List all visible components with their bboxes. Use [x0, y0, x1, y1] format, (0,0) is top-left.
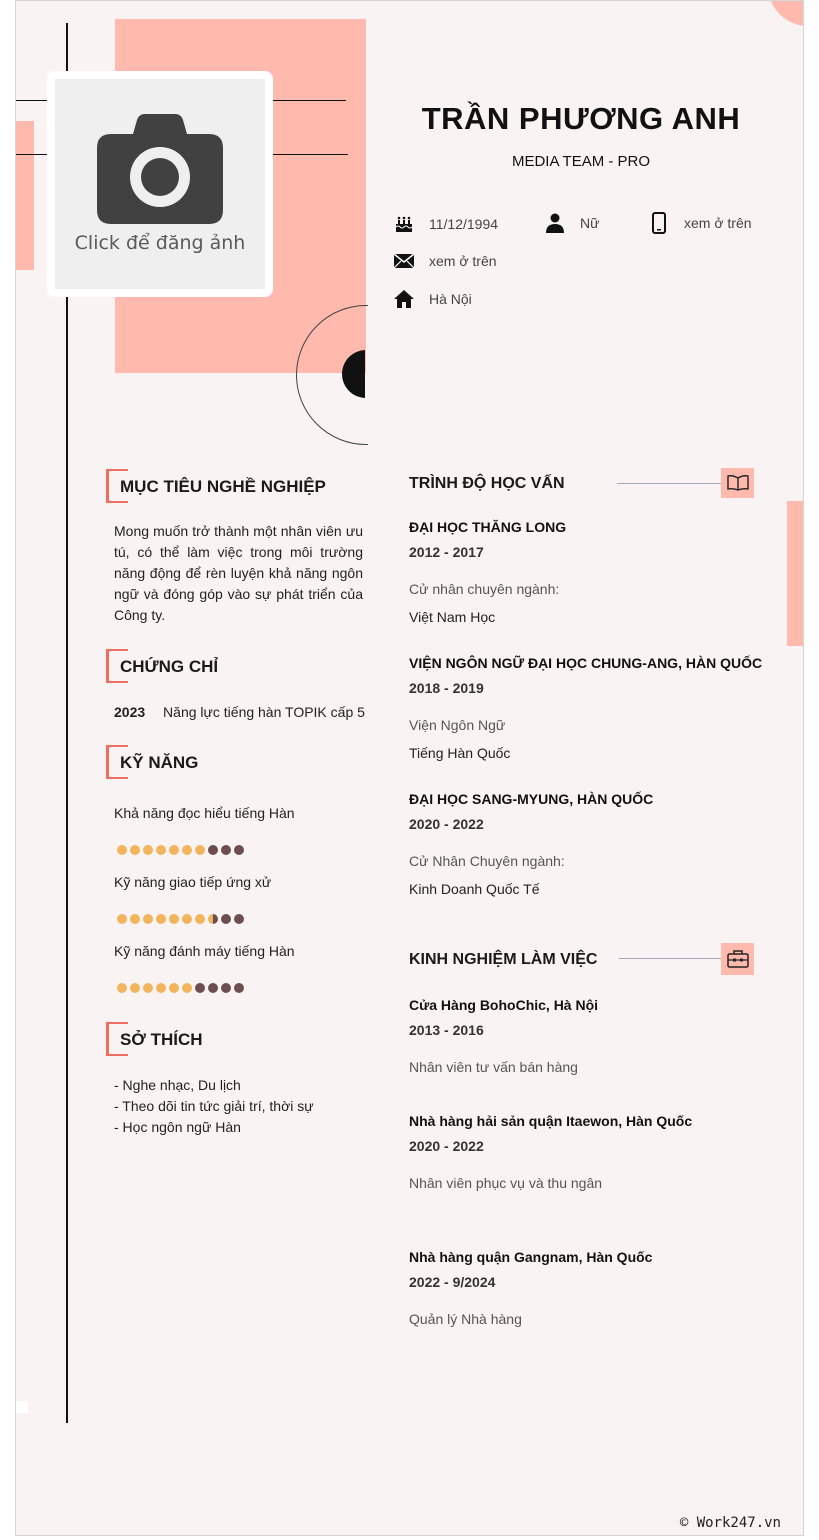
left-salmon-strip — [16, 121, 34, 270]
skill-dot — [208, 845, 218, 855]
skill-dot — [208, 914, 218, 924]
birthday-value: 11/12/1994 — [429, 216, 499, 232]
skill-dot — [143, 914, 153, 924]
skill-dot — [117, 983, 127, 993]
heading-bracket — [106, 1022, 128, 1056]
address-value: Hà Nội — [429, 291, 472, 307]
skill-dot — [143, 983, 153, 993]
skill-dot — [195, 983, 205, 993]
experience-years: 2020 - 2022 — [409, 1138, 484, 1154]
skill-dot — [169, 914, 179, 924]
certificates-heading-text: CHỨNG CHỈ — [120, 657, 219, 676]
skill-dot — [156, 845, 166, 855]
experience-years: 2022 - 9/2024 — [409, 1274, 496, 1290]
skill-dot — [130, 845, 140, 855]
envelope-icon — [393, 250, 415, 272]
skill-dot — [130, 983, 140, 993]
education-major: Tiếng Hàn Quốc — [409, 745, 511, 761]
education-heading: TRÌNH ĐỘ HỌC VẤN — [409, 475, 565, 492]
skill-dot — [182, 983, 192, 993]
experience-heading-line — [619, 958, 721, 959]
education-major: Kinh Doanh Quốc Tế — [409, 881, 540, 897]
education-school: ĐẠI HỌC SANG-MYUNG, HÀN QUỐC — [409, 791, 654, 807]
heading-bracket — [106, 649, 128, 683]
gender-value: Nữ — [580, 215, 600, 231]
skill-dot — [169, 983, 179, 993]
candidate-name: TRẦN PHƯƠNG ANH — [421, 101, 741, 136]
skill-dot — [221, 983, 231, 993]
skill-dot — [182, 845, 192, 855]
right-salmon-strip — [787, 501, 804, 646]
email-field — [393, 250, 497, 272]
education-years: 2020 - 2022 — [409, 816, 484, 832]
education-desc: Cử nhân chuyên ngành: — [409, 581, 560, 597]
circle-outline-decoration — [296, 305, 436, 445]
skill-rating — [117, 845, 247, 855]
experience-company: Cửa Hàng BohoChic, Hà Nội — [409, 997, 599, 1013]
certificates-heading — [108, 657, 218, 677]
birthday-field — [393, 213, 498, 235]
skill-rating — [117, 983, 247, 993]
hobby-item: - Học ngôn ngữ Hàn — [114, 1119, 241, 1135]
photo-upload-button[interactable] — [55, 79, 265, 289]
skill-dot — [234, 845, 244, 855]
person-icon — [544, 212, 566, 234]
objective-text: Mong muốn trở thành một nhân viên ưu tú, có thể làm việc trong môi trường năng động để rèn luyện khả năng ngôn ngữ và đóng góp vào sự phát triển của Công ty. — [114, 523, 363, 623]
skill-dot — [130, 914, 140, 924]
phone-icon — [648, 212, 670, 234]
experience-years: 2013 - 2016 — [409, 1022, 484, 1038]
book-icon — [721, 468, 754, 498]
experience-role: Nhân viên tư vấn bán hàng — [409, 1059, 578, 1075]
photo-frame — [47, 71, 273, 297]
experience-company: Nhà hàng quận Gangnam, Hàn Quốc — [409, 1249, 653, 1265]
heading-bracket — [106, 469, 128, 503]
certificate-item — [114, 704, 365, 720]
education-major: Việt Nam Học — [409, 609, 496, 625]
skill-dot — [182, 914, 192, 924]
experience-company: Nhà hàng hải sản quận Itaewon, Hàn Quốc — [409, 1113, 693, 1129]
address-field — [393, 288, 472, 310]
experience-heading: KINH NGHIỆM LÀM VIỆC — [409, 951, 598, 968]
education-school: ĐẠI HỌC THĂNG LONG — [409, 519, 567, 535]
certificate-year: 2023 — [114, 704, 146, 720]
top-right-circle — [768, 0, 804, 26]
skill-dot — [143, 845, 153, 855]
cv-page — [15, 0, 804, 1536]
education-desc: Cử Nhân Chuyên ngành: — [409, 853, 565, 869]
experience-role: Nhân viên phục vụ và thu ngân — [409, 1175, 603, 1191]
skill-dot — [117, 914, 127, 924]
skill-name: Kỹ năng giao tiếp ứng xử — [114, 874, 272, 890]
skills-heading — [108, 753, 198, 773]
education-heading-line — [617, 483, 721, 484]
skill-dot — [117, 845, 127, 855]
briefcase-icon — [721, 943, 754, 975]
education-school: VIỆN NGÔN NGỮ ĐẠI HỌC CHUNG-ANG, HÀN QUỐC — [409, 655, 763, 671]
skill-dot — [221, 914, 231, 924]
skills-heading-text: KỸ NĂNG — [120, 753, 199, 772]
skill-name: Kỹ năng đánh máy tiếng Hàn — [114, 943, 295, 959]
footer-brand: © Work247.vn — [679, 1515, 781, 1531]
skill-rating — [117, 914, 247, 924]
gender-field — [544, 212, 599, 234]
skill-dot — [156, 914, 166, 924]
photo-upload-label: Click để đăng ảnh — [74, 232, 246, 254]
camera-icon — [97, 114, 223, 224]
skill-dot — [221, 845, 231, 855]
experience-role: Quản lý Nhà hàng — [409, 1311, 522, 1327]
email-value: xem ở trên — [429, 253, 497, 269]
skill-dot — [156, 983, 166, 993]
skill-dot — [234, 914, 244, 924]
objective-heading — [108, 477, 326, 497]
candidate-position: MEDIA TEAM - PRO — [511, 153, 651, 170]
phone-field — [648, 212, 752, 234]
skill-dot — [234, 983, 244, 993]
bottom-left-white-mark — [16, 1401, 28, 1413]
home-icon — [393, 288, 415, 310]
skill-dot — [208, 983, 218, 993]
education-years: 2018 - 2019 — [409, 680, 484, 696]
certificate-name: Năng lực tiếng hàn TOPIK cấp 5 — [163, 704, 365, 720]
skill-dot — [169, 845, 179, 855]
hobby-item: - Nghe nhạc, Du lịch — [114, 1077, 241, 1093]
hobbies-heading — [108, 1030, 203, 1050]
hobby-item: - Theo dõi tin tức giải trí, thời sự — [114, 1098, 314, 1114]
education-desc: Viện Ngôn Ngữ — [409, 717, 506, 733]
hobbies-heading-text: SỞ THÍCH — [120, 1030, 203, 1049]
objective-heading-text: MỤC TIÊU NGHỀ NGHIỆP — [120, 477, 326, 496]
skill-dot — [195, 845, 205, 855]
heading-bracket — [106, 745, 128, 779]
phone-value: xem ở trên — [684, 215, 752, 231]
education-years: 2012 - 2017 — [409, 544, 484, 560]
skill-dot — [195, 914, 205, 924]
skill-name: Khả năng đọc hiểu tiếng Hàn — [114, 805, 295, 821]
cake-icon — [393, 213, 415, 235]
